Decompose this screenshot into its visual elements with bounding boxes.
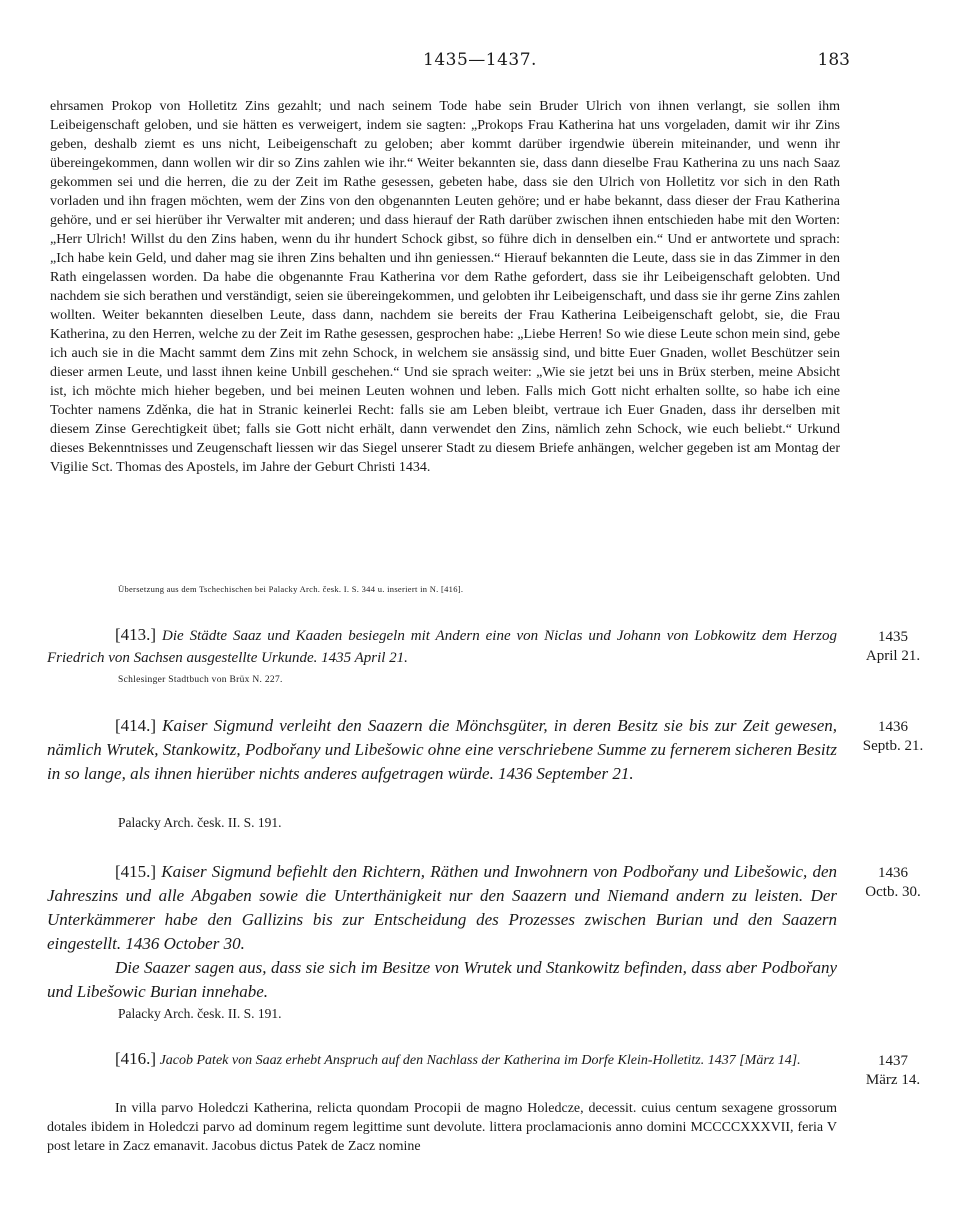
entry-summary: Kaiser Sigmund befiehlt den Richtern, Räthen und Inwohnern von Podbořany und Libešowic, den Jahreszins und alle Abgaben sowie die Unterthänigkeit nur den Saazern und Niemand andern zu leisten. Der Unterkämmerer habe den Gallizins bis zur Entscheidung des Prozesses zwischen Burian und den Saazern eingestellt. 1436 October 30. bbox=[47, 862, 837, 953]
main-source-note: Übersetzung aus dem Tschechischen bei Palacky Arch. česk. I. S. 344 u. inseriert in N. [416]. bbox=[118, 584, 464, 594]
latin-paragraph: In villa parvo Holedczi Katherina, relicta quondam Procopii de magno Holedcze, decessit. cuius centum sexagene grossorum dotales ibidem in Holedczi parvo ad dominum regem legittime sunt devolute. littera proclamacionis anno domini MCCCCXXXVII, feria V post letare in Zacz emanavit. Jacobus dictus Patek de Zacz nomine bbox=[47, 1101, 837, 1154]
header-year-range: 1435—1437. bbox=[423, 50, 537, 70]
main-paragraph: ehrsamen Prokop von Holletitz Zins gezahlt; und nach seinem Tode habe sein Bruder Ulrich von ihnen verlangt, sie sollen ihm Leibeigenschaft geloben, und sie hätten es verweigert, indem sie sagten: „Prokops Frau Katherina hat uns vorgeladen, damit wir ihr Zins geben, deshalb ziemt es uns nicht, Leibeigenschaft zu geloben; aber kommt darüber irgendwie überein miteinander, und wenn ihr übereingekommen, dann wollen wir dir so Zins zahlen wie ihr.“ Weiter bekannten sie, dass dann dieselbe Frau Katherina zu uns nach Saaz gekommen sei und die herren, die zu der Zeit im Rathe gesessen, gebeten habe, dass sie den Ulrich von Holletitz vor sich in den Rath vorladen und ihn fragen möchten, wem der Zins von den obgenannten Leuten gehöre; und er habe bekannt, dass dieser der Frau Katherina gehöre, und er sei hierüber ihr Verwalter mit anderen; und dass hierauf der Rath darüber zwischen ihnen entschieden habe mit den Worten: „Herr Ulrich! Willst du den Zins haben, wenn du ihr hundert Schock gibst, so führe dich in denselben ein.“ Und er antwortete und sprach: „Ich habe kein Geld, und daher mag sie ihren Zins behalten und ihn geniessen.“ Hierauf bekannten die Leute, dass sie in das Zimmer in den Rath eingelassen worden. Da habe die obgenannte Frau Katherina vor dem Rathe gefordert, dass sie ihr Leibeigenschaft gelobten. Und nachdem sie sich berathen und verständigt, seien sie übereingekommen, und gelobten ihr Leibeigenschaft, und dass sie ihr gerne Zins zahlen wollten. Weiter bekannten dieselben Leute, dass dann, nachdem sie bereits der Frau Katherina Leibeigenschaft gelobt, sie, die Frau Katherina, zu den Herren, welche zu der Zeit im Rathe gesessen, gesprochen habe: „Liebe Herren! So wie diese Leute schon mein sind, gebe ich auch sie in die Macht sammt dem Zins mit zehn Schock, in welchem sie ansässig sind, und bitte Euer Gnaden, wollet Beschützer sein dieser armen Leute, und lasst ihnen keine Unbill geschehen.“ Und sie sprach weiter: „Wie sie jetzt bei uns in Brüx sterben, meine Absicht ist, ich möchte mich hieher begeben, und bei meinen Leuten wohnen und leben. Falls mich Gott nicht erhalten sollte, so habe ich eine Tochter namens Zděnka, die hat in Stranic keinerlei Recht: falls sie am Leben bleibt, vertraue ich Euer Gnaden, dass ihr derselben mit diesem Zinse Gerechtigkeit übet; falls sie Gott nicht erhält, dann verwendet den Zins, nämlich zehn Schock, wie euch beliebt.“ Urkund dieses Bekenntnisses und Zeugenschaft liessen wir das Siegel unserer Stadt zu diesem Briefe anhängen, welcher gegeben ist am Montag der Vigilie Sct. Thomas des Apostels, im Jahre der Geburt Christi 1434. bbox=[50, 99, 840, 475]
date-year: 1436 bbox=[878, 719, 908, 735]
date-day: Octb. 30. bbox=[865, 884, 921, 900]
entry-number: [416.] bbox=[115, 1049, 157, 1068]
date-day: April 21. bbox=[865, 648, 921, 664]
entry-413-source: Schlesinger Stadtbuch von Brüx N. 227. bbox=[118, 675, 283, 685]
entry-415-source: Palacky Arch. česk. II. S. 191. bbox=[118, 1006, 282, 1021]
entry-summary: Kaiser Sigmund verleiht den Saazern die Mönchsgüter, in deren Besitz sie bis zur Zeit gewesen, nämlich Wrutek, Stankowitz, Podbořany und Libešowic ohne eine verschriebene Summe zu fernerem sicheren Besitz in so lange, als ihnen hierüber nichts anderes aufgetragen würde. 1436 September 21. bbox=[47, 716, 837, 783]
date-day: März 14. bbox=[865, 1072, 921, 1088]
entry-414-source: Palacky Arch. česk. II. S. 191. bbox=[118, 815, 282, 830]
entry-413 bbox=[47, 624, 837, 669]
entry-number: [413.] bbox=[115, 625, 157, 644]
page-number: 183 bbox=[817, 50, 850, 70]
date-year: 1437 bbox=[878, 1053, 908, 1069]
entry-number: [414.] bbox=[115, 716, 157, 735]
date-year: 1436 bbox=[878, 865, 908, 881]
page-header bbox=[0, 50, 960, 72]
entry-415 bbox=[47, 860, 837, 1004]
entry-414 bbox=[47, 714, 837, 786]
entry-414-date bbox=[848, 718, 938, 756]
entry-summary: Jacob Patek von Saaz erhebt Anspruch auf den Nachlass der Katherina im Dorfe Klein-Holletitz. 1437 [März 14]. bbox=[159, 1053, 801, 1068]
entry-413-date bbox=[848, 628, 938, 666]
entry-416 bbox=[47, 1048, 837, 1072]
entry-416-date bbox=[848, 1052, 938, 1090]
entry-number: [415.] bbox=[115, 862, 157, 881]
date-day: Septb. 21. bbox=[862, 738, 924, 754]
date-year: 1435 bbox=[878, 629, 908, 645]
entry-summary: Die Städte Saaz und Kaaden besiegeln mit Andern eine von Niclas und Johann von Lobkowitz dem Herzog Friedrich von Sachsen ausgestellte Urkunde. 1435 April 21. bbox=[47, 628, 838, 666]
entry-summary-continued: Die Saazer sagen aus, dass sie sich im Besitze von Wrutek und Stankowitz befinden, dass aber Podbořany und Libešowic Burian innehabe. bbox=[47, 958, 837, 1001]
entry-415-date bbox=[848, 864, 938, 902]
